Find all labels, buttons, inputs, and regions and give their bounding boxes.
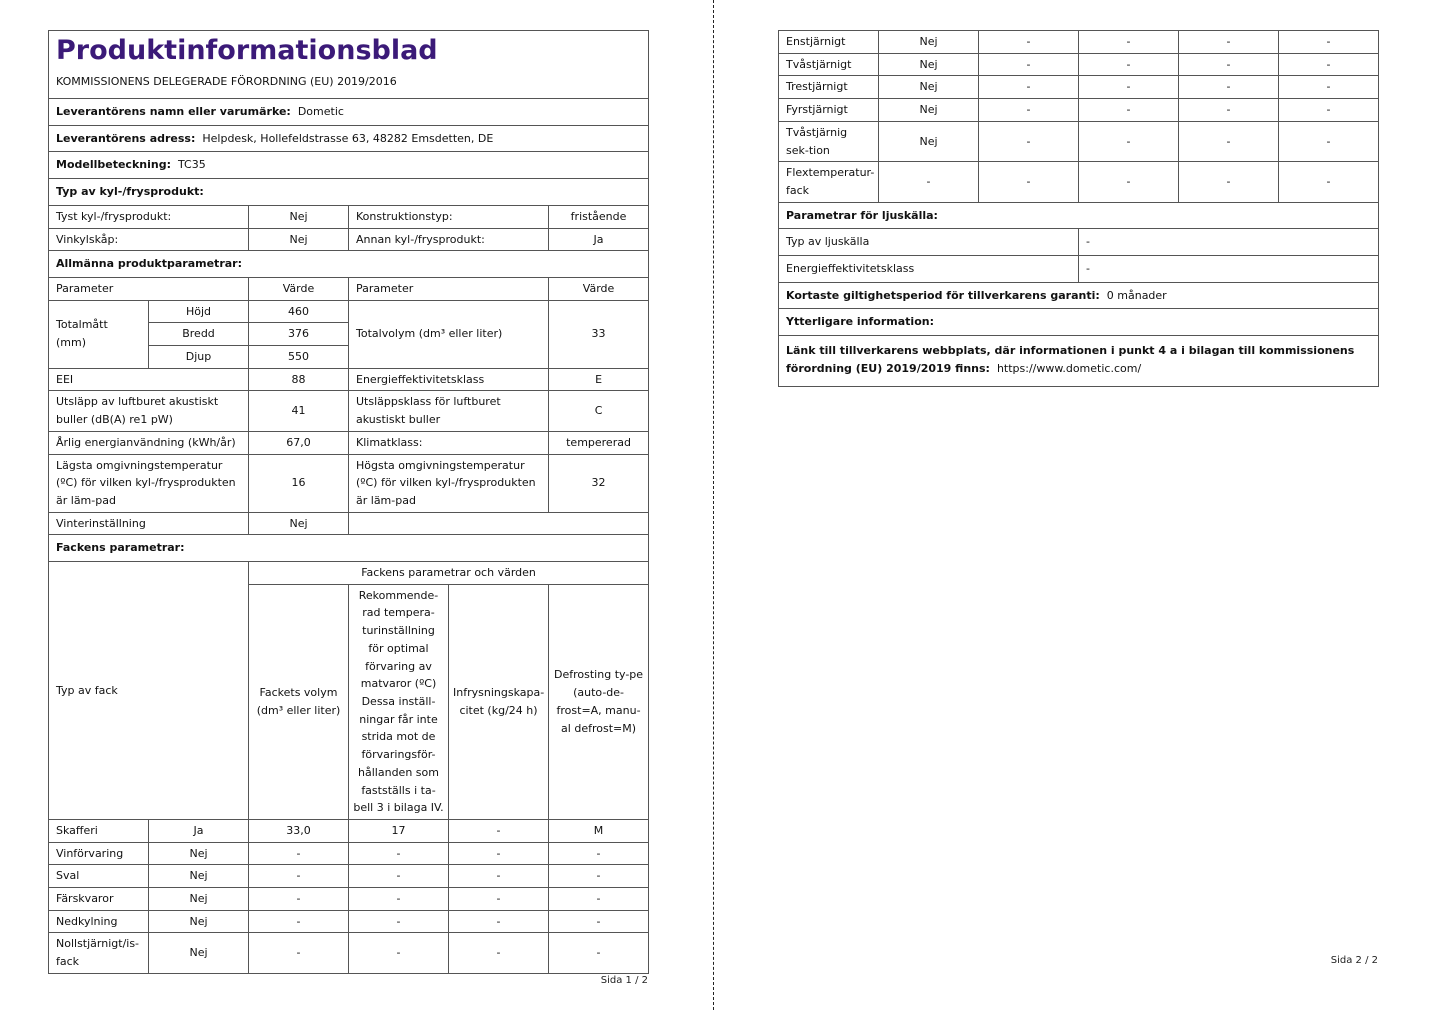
compartment-row [779, 121, 1379, 161]
compartment-group-header: Fackens parametrar och värden [249, 562, 649, 585]
compartment-name: Enstjärnigt [779, 31, 879, 54]
compartment-volume: - [249, 865, 349, 888]
compartment-volume: - [249, 933, 349, 973]
col-defrost-type: Defrosting ty-pe (auto-de-frost=A, manu-al defrost=M) [549, 584, 649, 819]
compartment-name: Skafferi [49, 819, 149, 842]
compartment-freeze: - [449, 819, 549, 842]
compartment-freeze: - [1179, 162, 1279, 202]
col-header-parameter: Parameter [349, 277, 549, 300]
compartment-temp: - [1079, 99, 1179, 122]
type-row [49, 228, 649, 251]
compartment-defrost: - [549, 888, 649, 911]
type-param-value: Nej [249, 205, 349, 228]
compartment-temp: - [349, 910, 449, 933]
noise-label: Utsläpp av luftburet akustiskt buller (dB(A) re1 pW) [49, 391, 249, 431]
type-param-value: Nej [249, 228, 349, 251]
supplier-address-label: Leverantörens adress: [56, 131, 196, 145]
type-param-label: Konstruktionstyp: [349, 205, 549, 228]
total-volume-label: Totalvolym (dm³ eller liter) [349, 300, 549, 368]
total-volume-value: 33 [549, 300, 649, 368]
compartment-temp: - [349, 842, 449, 865]
dimension-value: 376 [249, 323, 349, 346]
compartment-temp: - [349, 933, 449, 973]
supplier-name-row [49, 99, 649, 126]
compartment-present: Nej [149, 842, 249, 865]
compartment-volume: - [979, 76, 1079, 99]
product-info-table-page1 [48, 30, 649, 974]
type-row [49, 205, 649, 228]
compartment-name: Sval [49, 865, 149, 888]
compartment-temp: - [1079, 53, 1179, 76]
annual-energy-value: 67,0 [249, 431, 349, 454]
product-info-table-page2 [778, 30, 1379, 387]
light-class-row [779, 256, 1379, 283]
additional-info-label: Ytterligare information: [786, 315, 934, 329]
compartment-present: Nej [879, 99, 979, 122]
page-divider [713, 0, 714, 1010]
compartment-defrost: - [549, 842, 649, 865]
compartment-volume: - [979, 121, 1079, 161]
max-ambient-temp-value: 32 [549, 454, 649, 512]
guarantee-label: Kortaste giltighetsperiod för tillverkarens garanti: [786, 288, 1100, 302]
compartment-row [49, 842, 649, 865]
compartment-freeze: - [449, 933, 549, 973]
col-freezing-capacity: Infrysningskapa-citet (kg/24 h) [449, 584, 549, 819]
compartment-name: Färskvaror [49, 888, 149, 911]
compartment-freeze: - [1179, 53, 1279, 76]
col-recommended-temp: Rekommende-rad tempera-turinställning för optimal förvaring av matvaror (ºC) Dessa inställ-ningar får inte strida mot de förvaringsför-hållanden som fastställs i ta-bell 3 i bilaga IV. [349, 584, 449, 819]
compartment-name: Tvåstjärnigt [779, 53, 879, 76]
compartment-temp: - [349, 865, 449, 888]
page-1 [48, 30, 648, 986]
light-class-label: Energieffektivitetsklass [779, 256, 1079, 283]
noise-row [49, 391, 649, 431]
compartment-defrost: - [549, 933, 649, 973]
compartment-present: Nej [879, 121, 979, 161]
eei-row [49, 368, 649, 391]
compartment-freeze: - [1179, 31, 1279, 54]
type-param-label: Annan kyl-/frysprodukt: [349, 228, 549, 251]
col-header-parameter: Parameter [49, 277, 249, 300]
compartment-present: Nej [149, 865, 249, 888]
additional-info-row [779, 309, 1379, 336]
dimension-value: 460 [249, 300, 349, 323]
compartment-present: Ja [149, 819, 249, 842]
winter-row [49, 512, 649, 535]
ambient-temp-row [49, 454, 649, 512]
energy-row [49, 431, 649, 454]
guarantee-row [779, 282, 1379, 309]
compartment-freeze: - [1179, 76, 1279, 99]
compartment-freeze: - [1179, 99, 1279, 122]
compartment-defrost: - [549, 910, 649, 933]
compartment-defrost: - [1279, 121, 1379, 161]
compartment-temp: - [1079, 76, 1179, 99]
noise-value: 41 [249, 391, 349, 431]
dimension-name: Höjd [149, 300, 249, 323]
document-subtitle: KOMMISSIONENS DELEGERADE FÖRORDNING (EU) 2019/2016 [56, 75, 397, 88]
compartment-defrost: - [549, 865, 649, 888]
compartment-defrost: - [1279, 99, 1379, 122]
model-value: TC35 [177, 158, 206, 172]
page-number: Sida 1 / 2 [600, 974, 648, 986]
page-number: Sida 2 / 2 [1330, 954, 1378, 966]
compartment-name: Vinförvaring [49, 842, 149, 865]
compartment-group-header-row [49, 562, 649, 585]
compartment-row [49, 910, 649, 933]
compartment-volume: - [979, 162, 1079, 202]
type-param-value: Ja [549, 228, 649, 251]
light-class-value: - [1079, 256, 1379, 283]
compartment-type-label: Typ av fack [49, 562, 249, 820]
compartment-freeze: - [449, 888, 549, 911]
light-type-row [779, 229, 1379, 256]
light-type-value: - [1079, 229, 1379, 256]
energy-class-label: Energieffektivitetsklass [349, 368, 549, 391]
eei-value: 88 [249, 368, 349, 391]
compartment-row [49, 933, 649, 973]
type-param-value: fristående [549, 205, 649, 228]
empty-cell [349, 512, 649, 535]
dimension-name: Djup [149, 346, 249, 369]
compartment-row [49, 865, 649, 888]
product-type-heading-row [49, 179, 649, 206]
winter-setting-value: Nej [249, 512, 349, 535]
document-title: Produktinformationsblad [56, 35, 438, 66]
dimension-row-height [49, 300, 649, 323]
compartment-row [49, 819, 649, 842]
annual-energy-label: Årlig energianvändning (kWh/år) [49, 431, 249, 454]
dimension-value: 550 [249, 346, 349, 369]
product-type-label: Typ av kyl-/frysprodukt: [56, 185, 204, 199]
compartment-temp: - [1079, 162, 1179, 202]
col-compartment-volume: Fackets volym (dm³ eller liter) [249, 584, 349, 819]
compartment-volume: - [979, 53, 1079, 76]
compartment-present: Nej [879, 31, 979, 54]
compartment-defrost: - [1279, 162, 1379, 202]
compartment-row [779, 53, 1379, 76]
compartment-name: Nollstjärnigt/is-fack [49, 933, 149, 973]
compartment-row [49, 888, 649, 911]
compartment-volume: - [979, 99, 1079, 122]
compartment-volume: - [249, 888, 349, 911]
compartment-defrost: - [1279, 76, 1379, 99]
compartment-row [779, 162, 1379, 202]
compartment-temp: - [349, 888, 449, 911]
compartment-temp: - [1079, 31, 1179, 54]
col-header-value: Värde [249, 277, 349, 300]
light-source-label: Parametrar för ljuskälla: [786, 208, 938, 222]
compartment-present: Nej [149, 888, 249, 911]
light-source-heading-row [779, 202, 1379, 229]
compartment-defrost: - [1279, 31, 1379, 54]
compartment-freeze: - [1179, 121, 1279, 161]
energy-class-value: E [549, 368, 649, 391]
compartment-temp: - [1079, 121, 1179, 161]
compartment-name: Flextemperatur-fack [779, 162, 879, 202]
website-link[interactable]: https://www.dometic.com/ [996, 361, 1142, 375]
supplier-name-value: Dometic [297, 105, 344, 118]
supplier-address-row [49, 125, 649, 152]
col-header-value: Värde [549, 277, 649, 300]
compartment-volume: - [249, 842, 349, 865]
guarantee-value: 0 månader [1106, 288, 1167, 302]
type-param-label: Vinkylskåp: [49, 228, 249, 251]
compartment-freeze: - [449, 865, 549, 888]
total-dimensions-label: Totalmått (mm) [49, 300, 149, 368]
compartment-name: Trestjärnigt [779, 76, 879, 99]
model-label: Modellbeteckning: [56, 158, 171, 172]
compartment-freeze: - [449, 910, 549, 933]
general-params-header-row [49, 277, 649, 300]
compartment-name: Tvåstjärnig sek-tion [779, 121, 879, 161]
page-2 [778, 30, 1378, 966]
compartment-present: Nej [879, 76, 979, 99]
noise-class-value: C [549, 391, 649, 431]
compartment-row [779, 99, 1379, 122]
compartment-defrost: - [1279, 53, 1379, 76]
dimension-name: Bredd [149, 323, 249, 346]
compartment-row [779, 76, 1379, 99]
model-row [49, 152, 649, 179]
compartment-temp: 17 [349, 819, 449, 842]
compartment-defrost: M [549, 819, 649, 842]
website-link-row [779, 336, 1379, 386]
climate-class-label: Klimatklass: [349, 431, 549, 454]
min-ambient-temp-value: 16 [249, 454, 349, 512]
compartment-volume: 33,0 [249, 819, 349, 842]
winter-setting-label: Vinterinställning [49, 512, 249, 535]
website-link-label: Länk till tillverkarens webbplats, där informationen i punkt 4 a i bilagan till kommissionens förordning (EU) 2019/2019 finns: [786, 344, 1355, 375]
compartment-present: Nej [149, 933, 249, 973]
climate-class-value: tempererad [549, 431, 649, 454]
min-ambient-temp-label: Lägsta omgivningstemperatur (ºC) för vilken kyl-/frysprodukten är läm-pad [49, 454, 249, 512]
noise-class-label: Utsläppsklass för luftburet akustiskt buller [349, 391, 549, 431]
compartment-present: Nej [149, 910, 249, 933]
general-params-heading-row [49, 251, 649, 278]
compartment-params-label: Fackens parametrar: [56, 541, 185, 555]
compartment-freeze: - [449, 842, 549, 865]
compartment-row [779, 31, 1379, 54]
eei-label: EEI [49, 368, 249, 391]
header-row [49, 31, 649, 99]
supplier-address-value: Helpdesk, Hollefeldstrasse 63, 48282 Emsdetten, DE [202, 131, 494, 145]
compartment-name: Nedkylning [49, 910, 149, 933]
supplier-name-label: Leverantörens namn eller varumärke: [56, 105, 291, 118]
general-params-label: Allmänna produktparametrar: [56, 257, 242, 271]
type-param-label: Tyst kyl-/frysprodukt: [49, 205, 249, 228]
max-ambient-temp-label: Högsta omgivningstemperatur (ºC) för vilken kyl-/frysprodukten är läm-pad [349, 454, 549, 512]
compartment-volume: - [979, 31, 1079, 54]
light-type-label: Typ av ljuskälla [779, 229, 1079, 256]
compartment-params-heading-row [49, 535, 649, 562]
compartment-volume: - [249, 910, 349, 933]
compartment-present: - [879, 162, 979, 202]
compartment-name: Fyrstjärnigt [779, 99, 879, 122]
compartment-present: Nej [879, 53, 979, 76]
